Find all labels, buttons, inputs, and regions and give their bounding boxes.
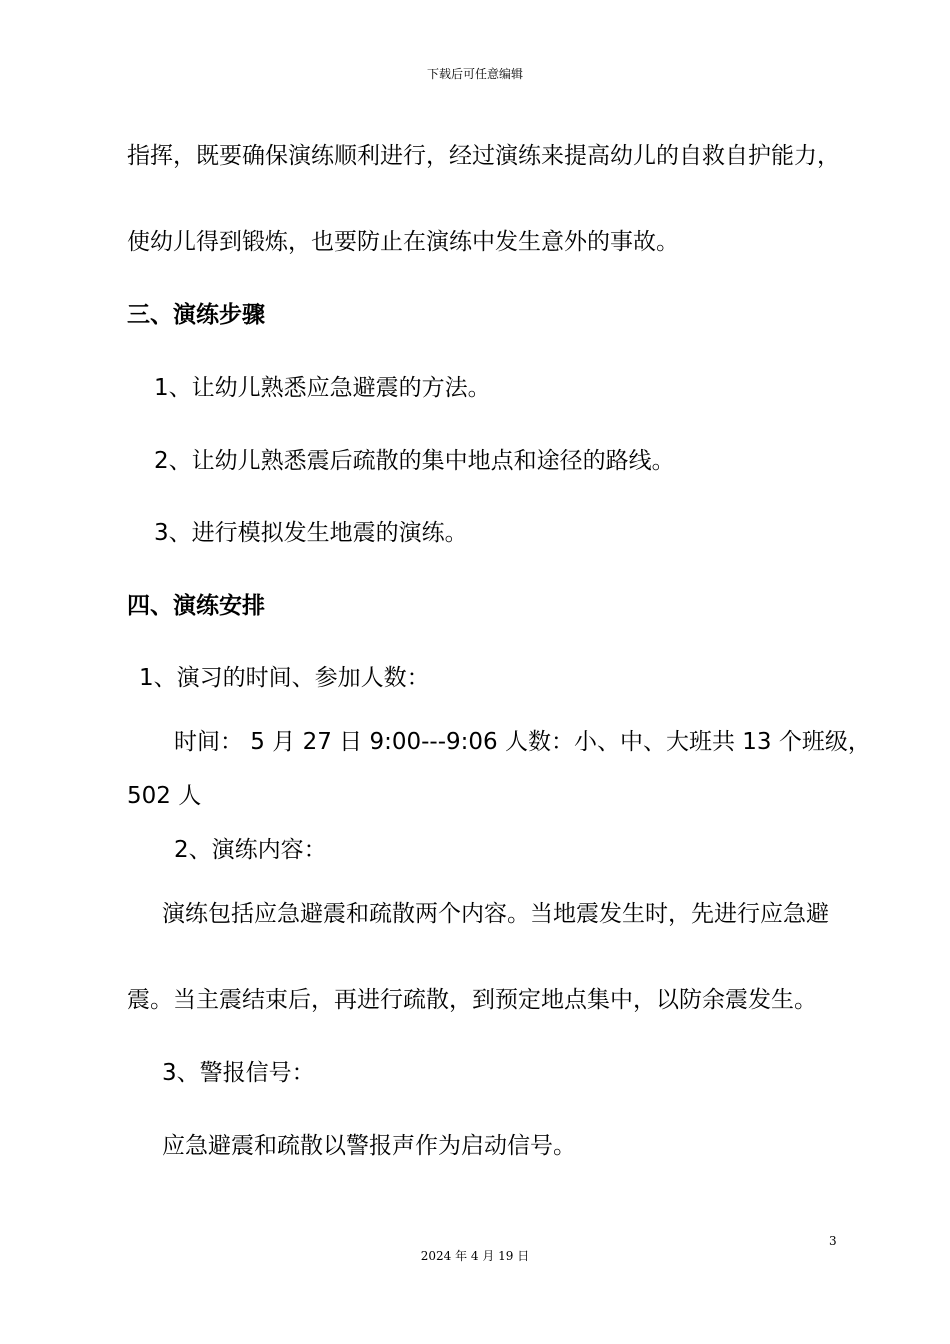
section-heading-steps: 三、演练步骤 (127, 302, 265, 328)
footer-date: 2024 年 4 月 19 日 (420, 1249, 530, 1263)
arrangement-item-label: 1、演习的时间、参加人数： (139, 665, 430, 691)
arrangement-item-detail: 震。当主震结束后，再进行疏散，到预定地点集中，以防余震发生。 (127, 987, 817, 1013)
paragraph-line: 使幼儿得到锻炼，也要防止在演练中发生意外的事故。 (127, 229, 679, 255)
paragraph-line: 指挥，既要确保演练顺利进行，经过演练来提高幼儿的自救自护能力， (127, 143, 840, 169)
section-heading-arrangement: 四、演练安排 (127, 593, 265, 619)
step-item: 3、进行模拟发生地震的演练。 (154, 520, 468, 546)
arrangement-item-detail: 502 人 (127, 783, 202, 809)
step-item: 2、让幼儿熟悉震后疏散的集中地点和途径的路线。 (154, 448, 675, 474)
arrangement-item-label: 2、演练内容： (174, 837, 327, 863)
arrangement-item-label: 3、警报信号： (162, 1060, 315, 1086)
arrangement-item-detail: 时间： 5 月 27 日 9:00---9:06 人数：小、中、大班共 13 个班级， (174, 729, 871, 755)
arrangement-item-detail: 演练包括应急避震和疏散两个内容。当地震发生时，先进行应急避 (162, 901, 829, 927)
page-header-note: 下载后可任意编辑 (426, 67, 523, 81)
page-number: 3 (829, 1234, 837, 1248)
arrangement-item-detail: 应急避震和疏散以警报声作为启动信号。 (162, 1133, 576, 1159)
step-item: 1、让幼儿熟悉应急避震的方法。 (154, 375, 491, 401)
